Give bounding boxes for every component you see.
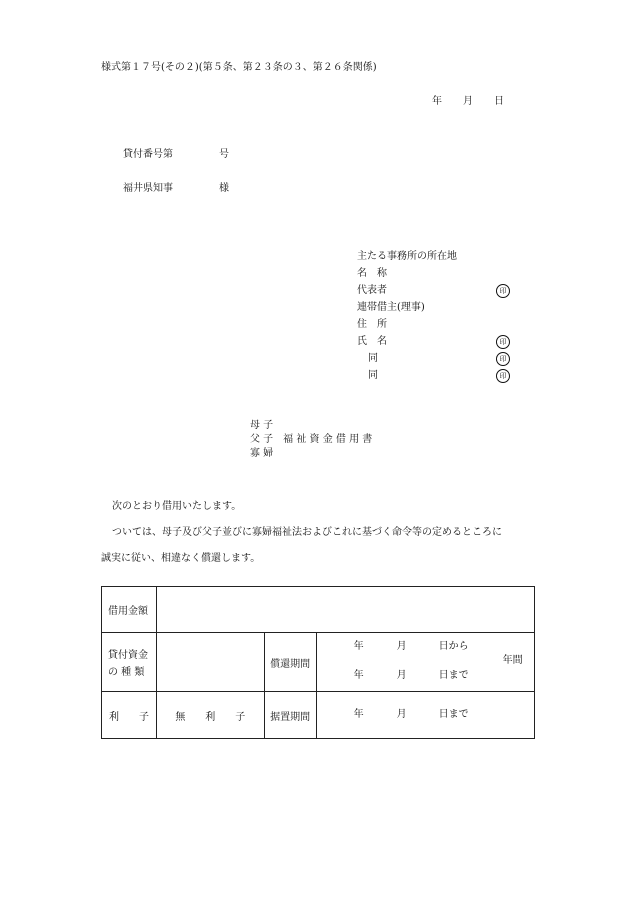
honorific: 様 [219,183,229,194]
repay-until-day: 日まで [438,670,469,681]
seal-mark: 印 [496,352,510,366]
seal-mark: 印 [496,335,510,349]
body-paragraph-2-line-1: ついては、母子及び父子並びに寡婦福祉法およびこれに基づく命令等の定めるところに [112,527,502,538]
title-line-2: 父 子 福 祉 資 金 借 用 書 [250,434,373,445]
date-month: 月 [463,96,473,107]
amount-label: 借用金額 [108,606,148,617]
repay-period-label: 償還期間 [270,658,311,670]
fund-type-value-cell[interactable] [156,633,264,692]
body-paragraph-1: 次のとおり借用いたします。 [112,501,242,512]
repay-until-year: 年 [353,670,364,681]
deferment-year: 年 [353,709,364,720]
deferment-day: 日まで [438,709,469,720]
interest-value-cell [156,692,264,739]
date-year: 年 [432,96,442,107]
full-name-label: 氏 名 [357,336,387,347]
fund-type-label-2: の 種 類 [108,667,145,678]
representative-label: 代表者 [357,285,387,296]
same-label-1: 同 [368,353,378,364]
repay-from-month: 月 [396,641,407,652]
repay-years: 年間 [502,655,523,666]
same-label-2: 同 [368,370,378,381]
fund-type-row [102,633,535,692]
loan-number-label: 貸付番号第 [123,149,173,160]
title-line-3: 寡 婦 [250,448,274,459]
office-location-label: 主たる事務所の所在地 [357,251,457,262]
fund-type-label-1: 貸付資金 [108,650,148,661]
form-number: 様式第１７号(その２)(第５条、第２３条の３、第２６条関係) [101,62,377,73]
interest-value: 無 利 子 [175,711,246,723]
joint-borrower-label: 連帯借主(理事) [357,302,425,313]
repay-from-year: 年 [353,641,364,652]
name-label: 名 称 [357,268,387,279]
loan-number-suffix: 号 [219,149,229,160]
deferment-label-cell [264,692,316,739]
interest-label: 利 子 [108,711,149,723]
interest-row [102,692,535,739]
interest-label-cell [102,692,157,739]
amount-label-cell [102,587,157,633]
amount-value-cell[interactable] [156,587,534,633]
loan-table [101,586,535,739]
repay-period-label-cell [264,633,316,692]
fund-type-label-cell [102,633,157,692]
repay-until-month: 月 [396,670,407,681]
body-paragraph-2-line-2: 誠実に従い、相違なく償還します。 [101,553,261,564]
deferment-value-cell[interactable] [316,692,534,739]
deferment-label: 据置期間 [270,711,311,723]
date-day: 日 [494,96,504,107]
governor: 福井県知事 [123,183,173,194]
amount-row [102,587,535,633]
repay-from-day: 日から [438,641,469,652]
title-line-1: 母 子 [250,420,274,431]
deferment-month: 月 [396,709,407,720]
seal-mark: 印 [496,369,510,383]
seal-mark: 印 [496,284,510,298]
address-label: 住 所 [357,319,387,330]
repay-period-value-cell[interactable] [316,633,534,692]
